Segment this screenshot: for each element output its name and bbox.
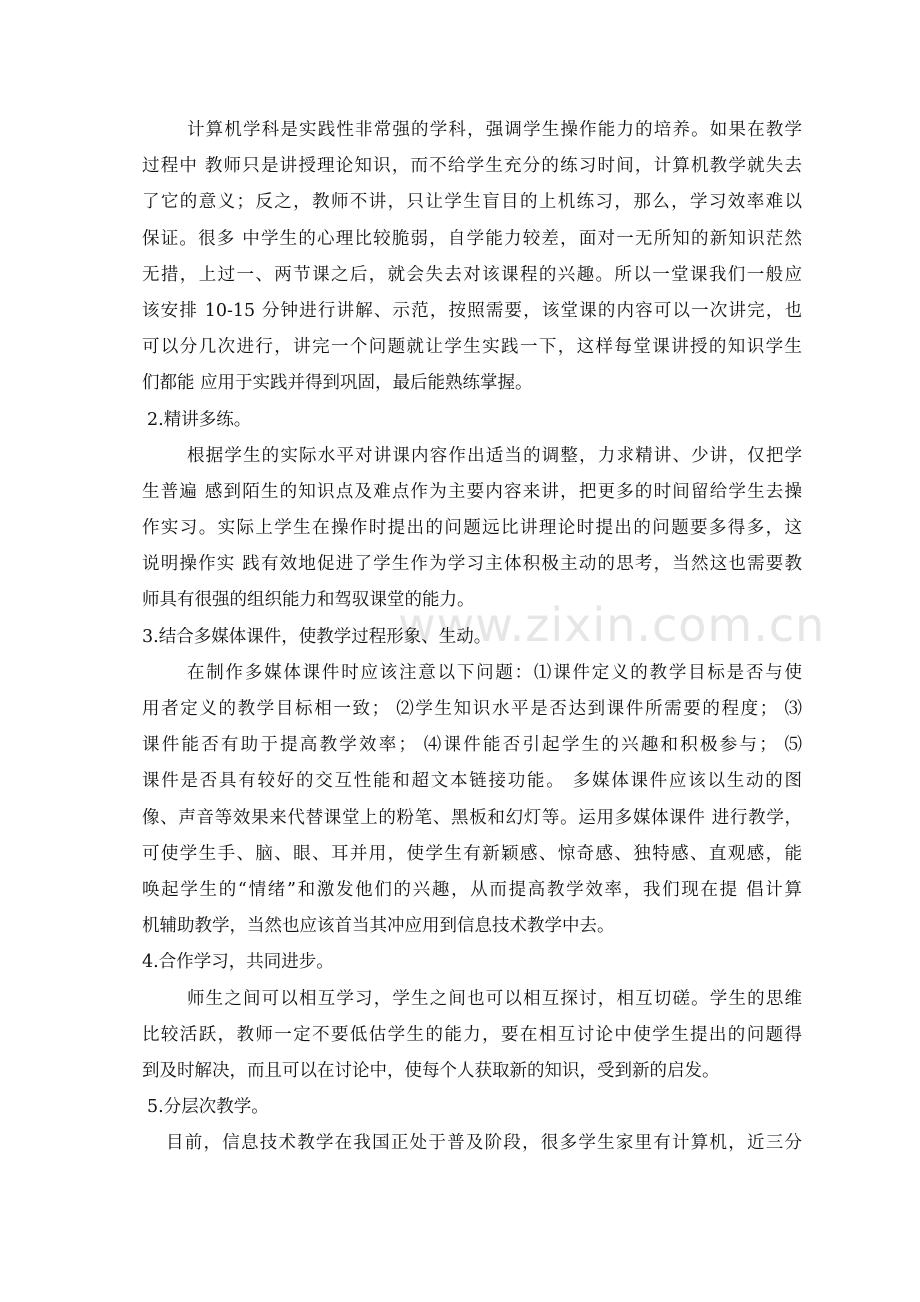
body-line: 机辅助教学，当然也应该首当其冲应用到信息技术教学中去。 bbox=[142, 916, 615, 937]
section-heading: 5.分层次教学。 bbox=[147, 1097, 269, 1118]
body-line: 保证。很多 中学生的心理比较脆弱，自学能力较差，面对一无所知的新知识茫然 bbox=[142, 228, 802, 249]
section-heading: 3.结合多媒体课件，使教学过程形象、生动。 bbox=[142, 626, 492, 647]
body-line: 了它的意义；反之，教师不讲，只让学生盲目的上机练习，那么，学习效率难以 bbox=[142, 192, 802, 213]
body-line: 生普遍 感到陌生的知识点及难点作为主要内容来讲，把更多的时间留给学生去操 bbox=[142, 481, 802, 502]
body-line: 过程中 教师只是讲授理论知识，而不给学生充分的练习时间，计算机教学就失去 bbox=[142, 156, 802, 177]
body-line: 根据学生的实际水平对讲课内容作出适当的调整，力求精讲、少讲，仅把学 bbox=[187, 445, 802, 466]
body-line: 无措，上过一、两节课之后，就会失去对该课程的兴趣。所以一堂课我们一般应 bbox=[142, 264, 802, 285]
body-line: 们都能 应用于实践并得到巩固，最后能熟练掌握。 bbox=[142, 373, 533, 394]
body-line: 师生之间可以相互学习，学生之间也可以相互探讨，相互切磋。学生的思维 bbox=[187, 988, 802, 1009]
body-line: 作实习。实际上学生在操作时提出的问题远比讲理论时提出的问题要多得多，这 bbox=[142, 518, 802, 539]
body-line: 该安排 10-15 分钟进行讲解、示范，按照需要，该堂课的内容可以一次讲完，也 bbox=[142, 300, 802, 321]
body-line: 唤起学生的“情绪”和激发他们的兴趣，从而提高教学效率，我们现在提 倡计算 bbox=[142, 879, 802, 900]
body-line: 用者定义的教学目标相一致； ⑵学生知识水平是否达到课件所需要的程度； ⑶ bbox=[142, 699, 802, 719]
body-line: 目前，信息技术教学在我国正处于普及阶段，很多学生家里有计算机，近三分 bbox=[166, 1133, 802, 1154]
section-heading: 2.精讲多练。 bbox=[147, 409, 252, 430]
document-body bbox=[142, 112, 802, 1161]
body-line: 比较活跃，教师一定不要低估学生的能力，要在相互讨论中使学生提出的问题得 bbox=[142, 1024, 802, 1045]
watermark: www.zixin.com.cn bbox=[398, 598, 826, 652]
body-line: 说明操作实 践有效地促进了学生作为学习主体积极主动的思考，当然这也需要教 bbox=[142, 554, 802, 575]
body-line: 计算机学科是实践性非常强的学科，强调学生操作能力的培养。如果在教学 bbox=[187, 120, 802, 140]
body-line: 在制作多媒体课件时应该注意以下问题：⑴课件定义的教学目标是否与使 bbox=[187, 662, 802, 683]
section-heading: 4.合作学习，共同进步。 bbox=[142, 952, 334, 973]
body-line: 课件能否有助于提高教学效率； ⑷课件能否引起学生的兴趣和积极参与； ⑸ bbox=[142, 735, 802, 756]
body-line: 课件是否具有较好的交互性能和超文本链接功能。 多媒体课件应该以生动的图 bbox=[142, 771, 802, 792]
body-line: 师具有很强的组织能力和驾驭课堂的能力。 bbox=[142, 590, 475, 611]
body-line: 像、声音等效果来代替课堂上的粉笔、黑板和幻灯等。运用多媒体课件 进行教学， bbox=[142, 807, 802, 828]
body-line: 可以分几次进行，讲完一个问题就让学生实践一下，这样每堂课讲授的知识学生 bbox=[142, 337, 802, 358]
body-line: 到及时解决，而且可以在讨论中，使每个人获取新的知识，受到新的启发。 bbox=[142, 1060, 720, 1081]
body-line: 可使学生手、脑、眼、耳并用，使学生有新颖感、惊奇感、独特感、直观感，能 bbox=[142, 843, 802, 864]
